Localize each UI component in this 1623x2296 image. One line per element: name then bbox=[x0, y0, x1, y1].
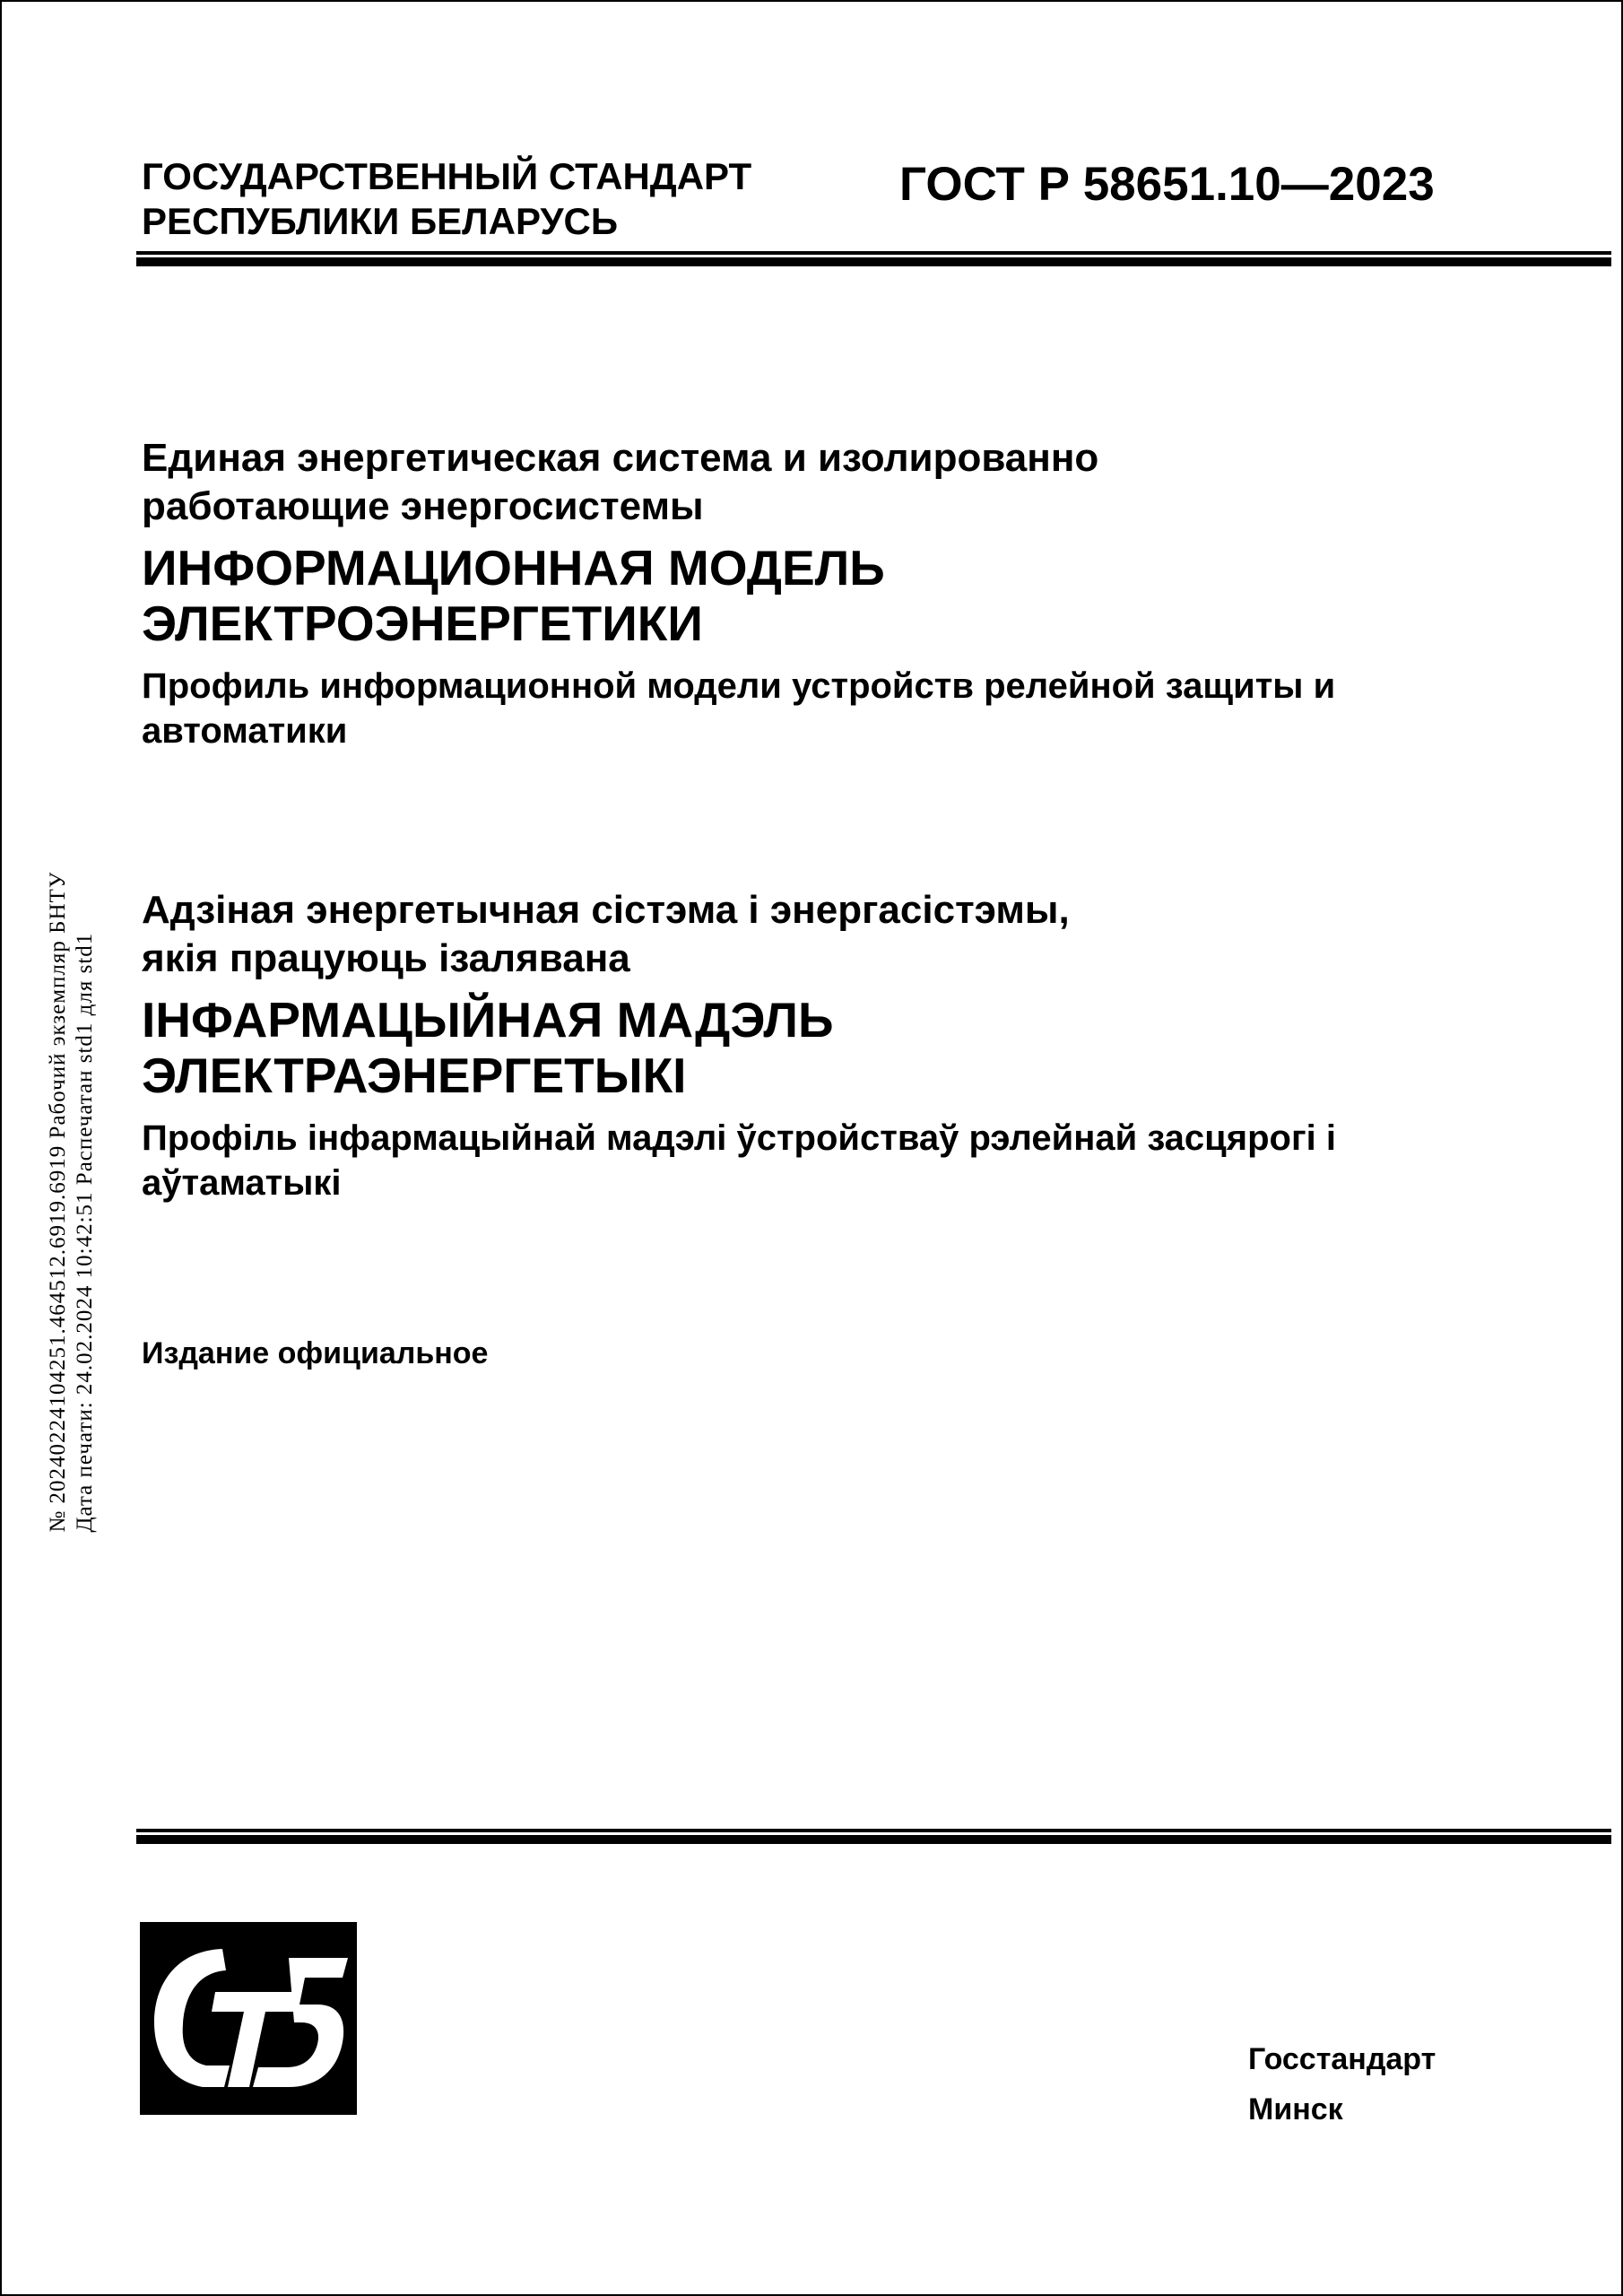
footer-rule-thin bbox=[136, 1829, 1611, 1832]
title-by-subtitle bbox=[142, 1116, 1576, 1205]
title-block-russian bbox=[142, 434, 1576, 753]
title-block-belarusian bbox=[142, 886, 1576, 1205]
title-by-lead-line-2: якія працуюць ізалявана bbox=[142, 936, 630, 980]
organization-line-1: ГОСУДАРСТВЕННЫЙ СТАНДАРТ bbox=[142, 155, 752, 197]
publisher-name: Госстандарт bbox=[1248, 2042, 1436, 2076]
issuing-organization bbox=[142, 154, 751, 244]
title-by-subtitle-line-2: аўтаматыкі bbox=[142, 1163, 342, 1203]
publisher-city: Минск bbox=[1248, 2092, 1343, 2126]
title-ru-lead-line-2: работающие энергосистемы bbox=[142, 484, 704, 528]
title-by-main-line-1: ІНФАРМАЦЫЙНАЯ МАДЭЛЬ bbox=[142, 992, 834, 1048]
header-rule-thin bbox=[136, 251, 1611, 255]
title-by-lead-line-1: Адзіная энергетычная сістэма і энергасістэмы, bbox=[142, 888, 1070, 932]
header-rule-thick bbox=[136, 257, 1611, 266]
title-by-lead bbox=[142, 886, 1576, 983]
footer-rule-thick bbox=[136, 1835, 1611, 1844]
title-ru-lead bbox=[142, 434, 1576, 531]
title-ru-main bbox=[142, 540, 1576, 651]
print-stamp-text bbox=[45, 871, 99, 1532]
stb-logo-icon bbox=[140, 1922, 357, 2115]
print-stamp-line-2: Дата печати: 24.02.2024 10:42:51 Распечатан std1 для std1 bbox=[73, 932, 97, 1533]
print-stamp-line-1: № 20240224104251.464512.6919.6919 Рабочий экземпляр БНТУ bbox=[46, 871, 70, 1533]
title-by-main-line-2: ЭЛЕКТРАЭНЕРГЕТЫКІ bbox=[142, 1048, 687, 1103]
title-ru-lead-line-1: Единая энергетическая система и изолированно bbox=[142, 436, 1099, 480]
title-ru-subtitle bbox=[142, 664, 1576, 753]
publisher bbox=[1248, 2034, 1436, 2135]
title-ru-subtitle-line-1: Профиль информационной модели устройств релейной защиты и bbox=[142, 666, 1336, 706]
title-ru-main-line-1: ИНФОРМАЦИОННАЯ МОДЕЛЬ bbox=[142, 540, 885, 596]
standard-number: ГОСТ Р 58651.10—2023 bbox=[899, 158, 1435, 211]
title-ru-main-line-2: ЭЛЕКТРОЭНЕРГЕТИКИ bbox=[142, 596, 703, 651]
organization-line-2: РЕСПУБЛИКИ БЕЛАРУСЬ bbox=[142, 200, 619, 242]
title-ru-subtitle-line-2: автоматики bbox=[142, 711, 348, 751]
title-by-main bbox=[142, 992, 1576, 1103]
edition-label: Издание официальное bbox=[142, 1336, 489, 1370]
title-by-subtitle-line-1: Профіль інфармацыйнай мадэлі ўстройстваў рэлейнай засцярогі і bbox=[142, 1118, 1336, 1158]
